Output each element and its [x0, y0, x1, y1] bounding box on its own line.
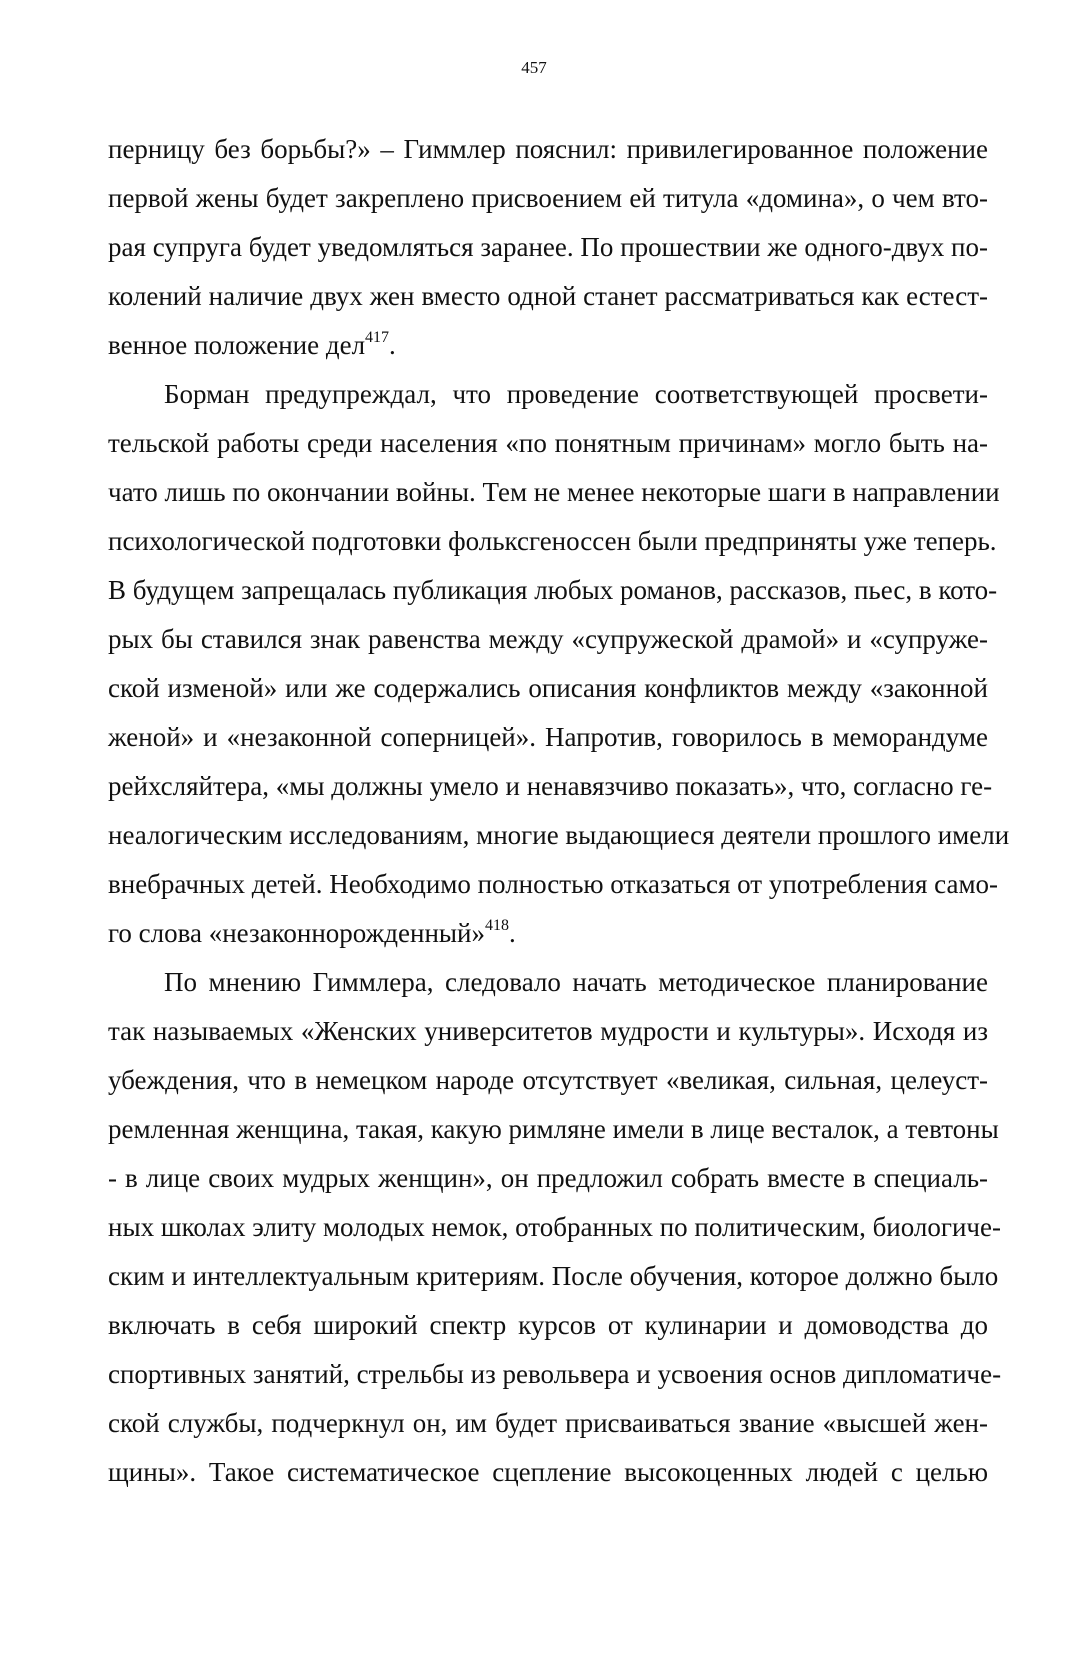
text-line: первой жены будет закреплено присвоением ей титула «домина», о чем вто-	[108, 183, 988, 213]
text-line-with-footnote	[108, 909, 988, 958]
text-line: женой» и «незаконной соперницей». Напротив, говорилось в меморандуме	[108, 722, 988, 752]
line-tail: .	[509, 918, 516, 948]
text-line: ремленная женщина, такая, какую римляне имели в лице весталок, а тевтоны	[108, 1114, 999, 1144]
text-line: ским и интеллектуальным критериям. После обучения, которое должно было	[108, 1261, 999, 1291]
text-line: ской службы, подчеркнул он, им будет присваиваться звание «высшей жен-	[108, 1408, 988, 1438]
text-line: рейхсляйтера, «мы должны умело и ненавязчиво показать», что, согласно ге-	[108, 771, 993, 801]
text-line: психологической подготовки фольксгеноссен были предприняты уже теперь.	[108, 526, 997, 556]
text-line: рых бы ставился знак равенства между «супружеской драмой» и «супруже-	[108, 624, 988, 654]
text-line: спортивных занятий, стрельбы из револьвера и усвоения основ дипломатиче-	[108, 1359, 1002, 1389]
text-line: включать в себя широкий спектр курсов от кулинарии и домоводства до	[108, 1310, 988, 1340]
text-line: ных школах элиту молодых немок, отобранных по политическим, биологиче-	[108, 1212, 1001, 1242]
text-line: - в лице своих мудрых женщин», он предложил собрать вместе в специаль-	[108, 1163, 988, 1193]
paragraph-3	[108, 958, 1002, 1497]
text-line: колений наличие двух жен вместо одной станет рассматриваться как естест-	[108, 281, 988, 311]
text-line: Борман предупреждал, что проведение соответствующей просвети-	[164, 379, 988, 409]
text-line: внебрачных детей. Необходимо полностью отказаться от употребления само-	[108, 869, 999, 899]
line-tail: .	[389, 330, 396, 360]
paragraph-1	[108, 125, 988, 370]
text-line: неалогическим исследованиям, многие выдающиеся деятели прошлого имели	[108, 820, 1010, 850]
text-line-with-footnote	[108, 321, 988, 370]
text-line: щины». Такое систематическое сцепление высокоценных людей с целью	[108, 1457, 988, 1487]
text-line: ской изменой» или же содержались описания конфликтов между «законной	[108, 673, 988, 703]
page-number: 457	[521, 58, 547, 77]
text-body	[108, 125, 1010, 1497]
line-text: венное положение дел	[108, 330, 366, 360]
text-line: В будущем запрещалась публикация любых романов, рассказов, пьес, в кото-	[108, 575, 998, 605]
footnote-ref[interactable]: 418	[485, 917, 509, 934]
footnote-ref[interactable]: 417	[365, 329, 390, 346]
text-line: так называемых «Женских университетов мудрости и культуры». Исходя из	[108, 1016, 988, 1046]
text-line: тельской работы среди населения «по понятным причинам» могло быть на-	[108, 428, 988, 458]
text-line: рая супруга будет уведомляться заранее. По прошествии же одного-двух по-	[108, 232, 988, 262]
text-line: чато лишь по окончании войны. Тем не менее некоторые шаги в направлении	[108, 477, 1000, 507]
text-line: перницу без борьбы?» – Гиммлер пояснил: привилегированное положение	[108, 134, 988, 164]
paragraph-2	[108, 370, 1010, 958]
line-text: го слова «незаконнорожденный»	[108, 918, 485, 948]
text-line: По мнению Гиммлера, следовало начать методическое планирование	[164, 967, 988, 997]
text-line: убеждения, что в немецком народе отсутствует «великая, сильная, целеуст-	[108, 1065, 988, 1095]
